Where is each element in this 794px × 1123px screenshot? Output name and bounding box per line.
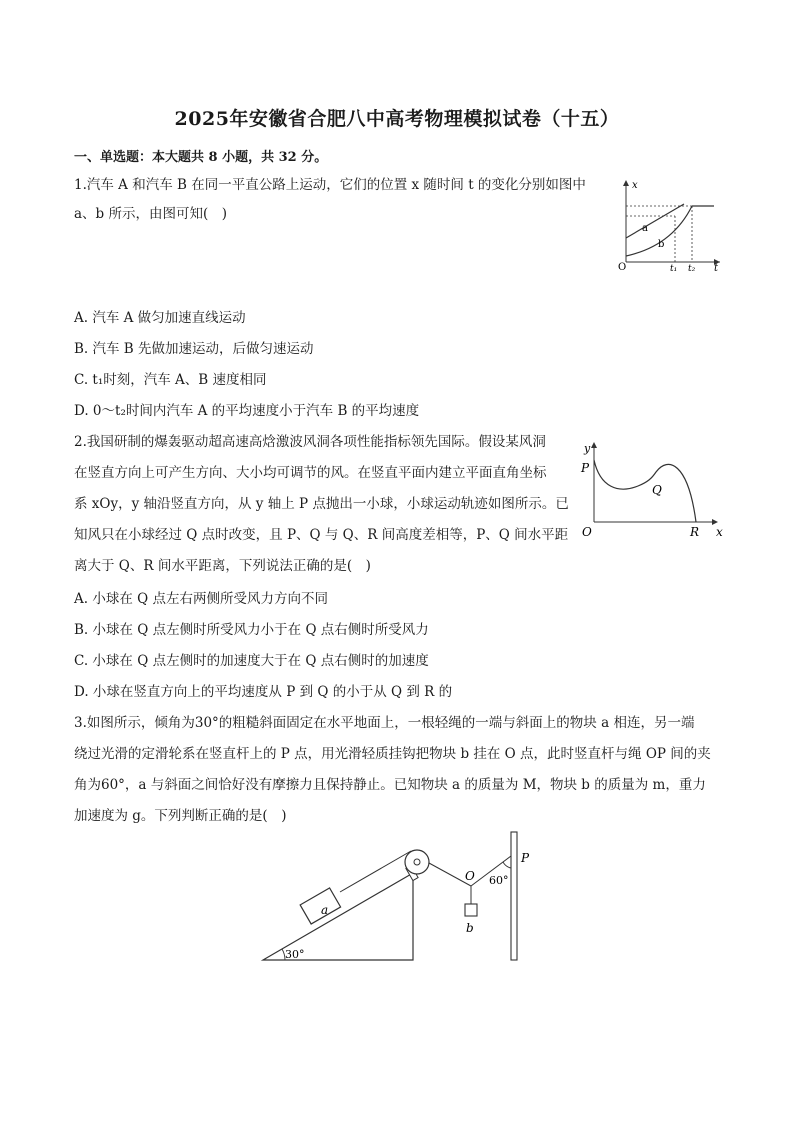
q1-fig-origin: O <box>618 262 627 272</box>
q3-fig-point-o: O <box>465 869 475 883</box>
q1-stem-line1: 1.汽车 A 和汽车 B 在同一平直公路上运动，它们的位置 x 随时间 t 的变化分别如图中 <box>74 177 586 193</box>
q2-fig-origin: O <box>582 525 592 539</box>
q2-option-a: A. 小球在 Q 点左右两侧所受风力方向不同 <box>74 591 328 607</box>
q3-stem-line4: 加速度为 g。下列判断正确的是( ) <box>74 808 287 824</box>
q1-fig-t-label: t <box>714 263 719 272</box>
q2-stem-line3: 系 xOy，y 轴沿竖直方向，从 y 轴上 P 点抛出一小球，小球运动轨迹如图所示。已 <box>74 496 569 512</box>
q3-fig-block-b: b <box>466 921 474 935</box>
q2-fig-y-label: y <box>584 442 591 455</box>
q2-stem-line2: 在竖直方向上可产生方向、大小均可调节的风。在竖直平面内建立平面直角坐标 <box>74 465 547 481</box>
q3-stem-line1: 3.如图所示，倾角为30°的粗糙斜面固定在水平地面上，一根轻绳的一端与斜面上的物块 a 相连，另一端 <box>74 715 695 731</box>
q1-stem-line2: a、b 所示，由图可知( ) <box>74 206 228 222</box>
q3-stem-line2: 绕过光滑的定滑轮系在竖直杆上的 P 点，用光滑轻质挂钩把物块 b 挂在 O 点，此时竖直杆与绳 OP 间的夹 <box>74 746 711 762</box>
q1-option-b: B. 汽车 B 先做加速运动，后做匀速运动 <box>74 341 314 357</box>
q3-fig-point-p: P <box>521 851 530 865</box>
q1-position-time-graph <box>612 172 724 272</box>
q3-fig-angle-30: 30° <box>285 948 305 961</box>
q1-option-d: D. 0～t₂时间内汽车 A 的平均速度小于汽车 B 的平均速度 <box>74 403 420 419</box>
section-header: 一、单选题：本大题共 8 小题，共 32 分。 <box>74 150 328 165</box>
q2-option-d: D. 小球在竖直方向上的平均速度从 P 到 Q 的小于从 Q 到 R 的 <box>74 684 453 700</box>
q3-fig-block-a: a <box>321 903 329 917</box>
q1-fig-label-b: b <box>658 239 665 250</box>
q2-fig-point-q: Q <box>652 483 662 497</box>
q2-stem-line4: 知风只在小球经过 Q 点时改变，且 P、Q 与 Q、R 间高度差相等，P、Q 间水平距 <box>74 527 569 543</box>
q1-option-a: A. 汽车 A 做匀加速直线运动 <box>74 310 246 326</box>
q3-incline-pulley-diagram <box>255 828 545 968</box>
q2-fig-point-r: R <box>690 525 700 539</box>
q2-fig-point-p: P <box>581 461 590 475</box>
q2-stem-line5: 离大于 Q、R 间水平距离，下列说法正确的是( ) <box>74 558 371 574</box>
q1-fig-t1: t₁ <box>670 264 678 272</box>
q1-fig-label-a: a <box>642 223 648 234</box>
q3-stem-line3: 角为60°，a 与斜面之间恰好没有摩擦力且保持静止。已知物块 a 的质量为 M，物块 b 的质量为 m，重力 <box>74 777 706 793</box>
q2-trajectory-graph <box>578 432 728 542</box>
q2-stem-line1: 2.我国研制的爆轰驱动超高速高焓激波风洞各项性能指标领先国际。假设某风洞 <box>74 434 546 450</box>
q2-option-c: C. 小球在 Q 点左侧时的加速度大于在 Q 点右侧时的加速度 <box>74 653 429 669</box>
q1-fig-x-label: x <box>632 180 638 191</box>
q2-option-b: B. 小球在 Q 点左侧时所受风力小于在 Q 点右侧时所受风力 <box>74 622 429 638</box>
q1-fig-t2: t₂ <box>688 264 696 272</box>
q2-fig-x-label: x <box>716 525 723 539</box>
page-title: 2025年安徽省合肥八中高考物理模拟试卷（十五） <box>174 108 620 130</box>
q3-fig-angle-60: 60° <box>489 874 509 887</box>
q1-option-c: C. t₁时刻，汽车 A、B 速度相同 <box>74 372 267 388</box>
